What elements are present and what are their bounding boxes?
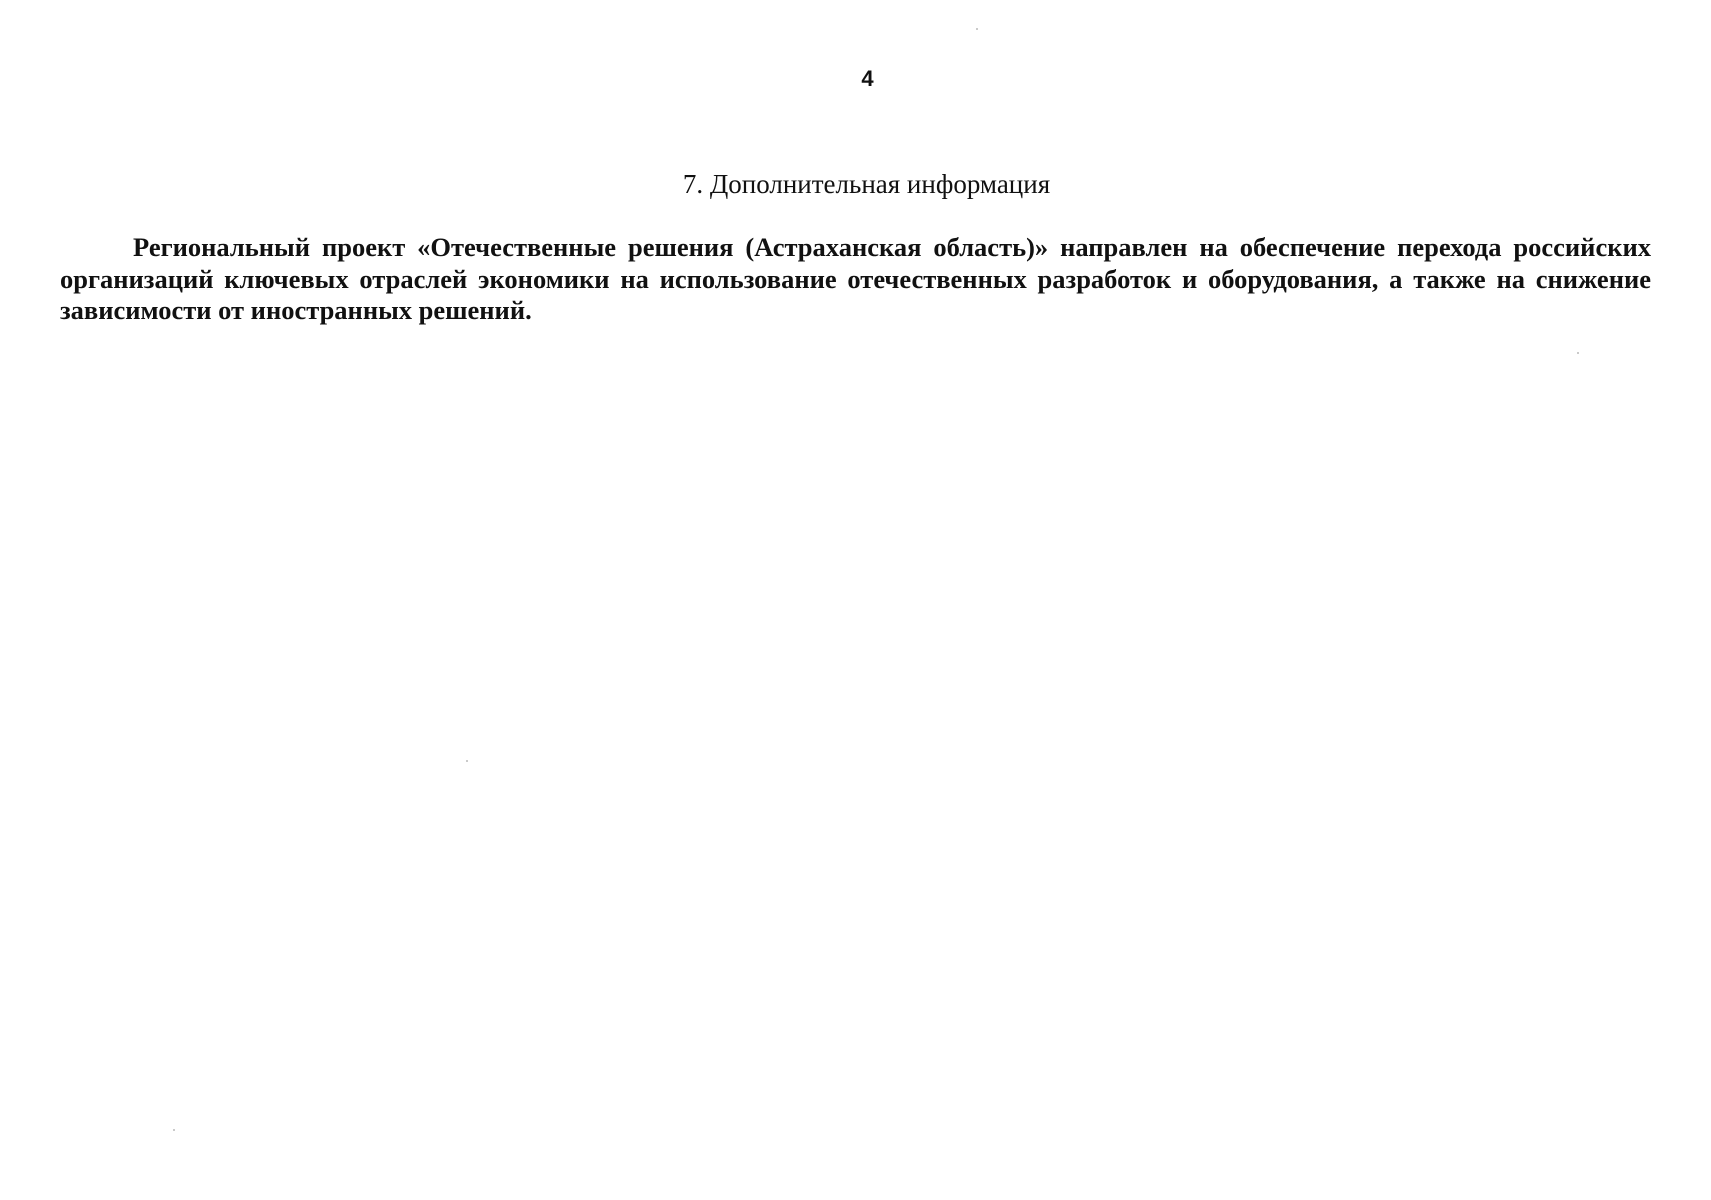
body-paragraph: Региональный проект «Отечественные решения (Астраханская область)» направлен на обеспечение перехода российских организаций ключевых отраслей экономики на использование отечественных разработок и оборудования, а также на снижение зависимости от иностранных решений. [60,232,1651,325]
scan-speck [173,1129,175,1131]
scan-speck [466,760,468,762]
section-title: 7. Дополнительная информация [682,169,1051,199]
page-number: 4 [861,66,874,91]
scan-speck [976,28,978,30]
scan-speck [1577,352,1579,354]
